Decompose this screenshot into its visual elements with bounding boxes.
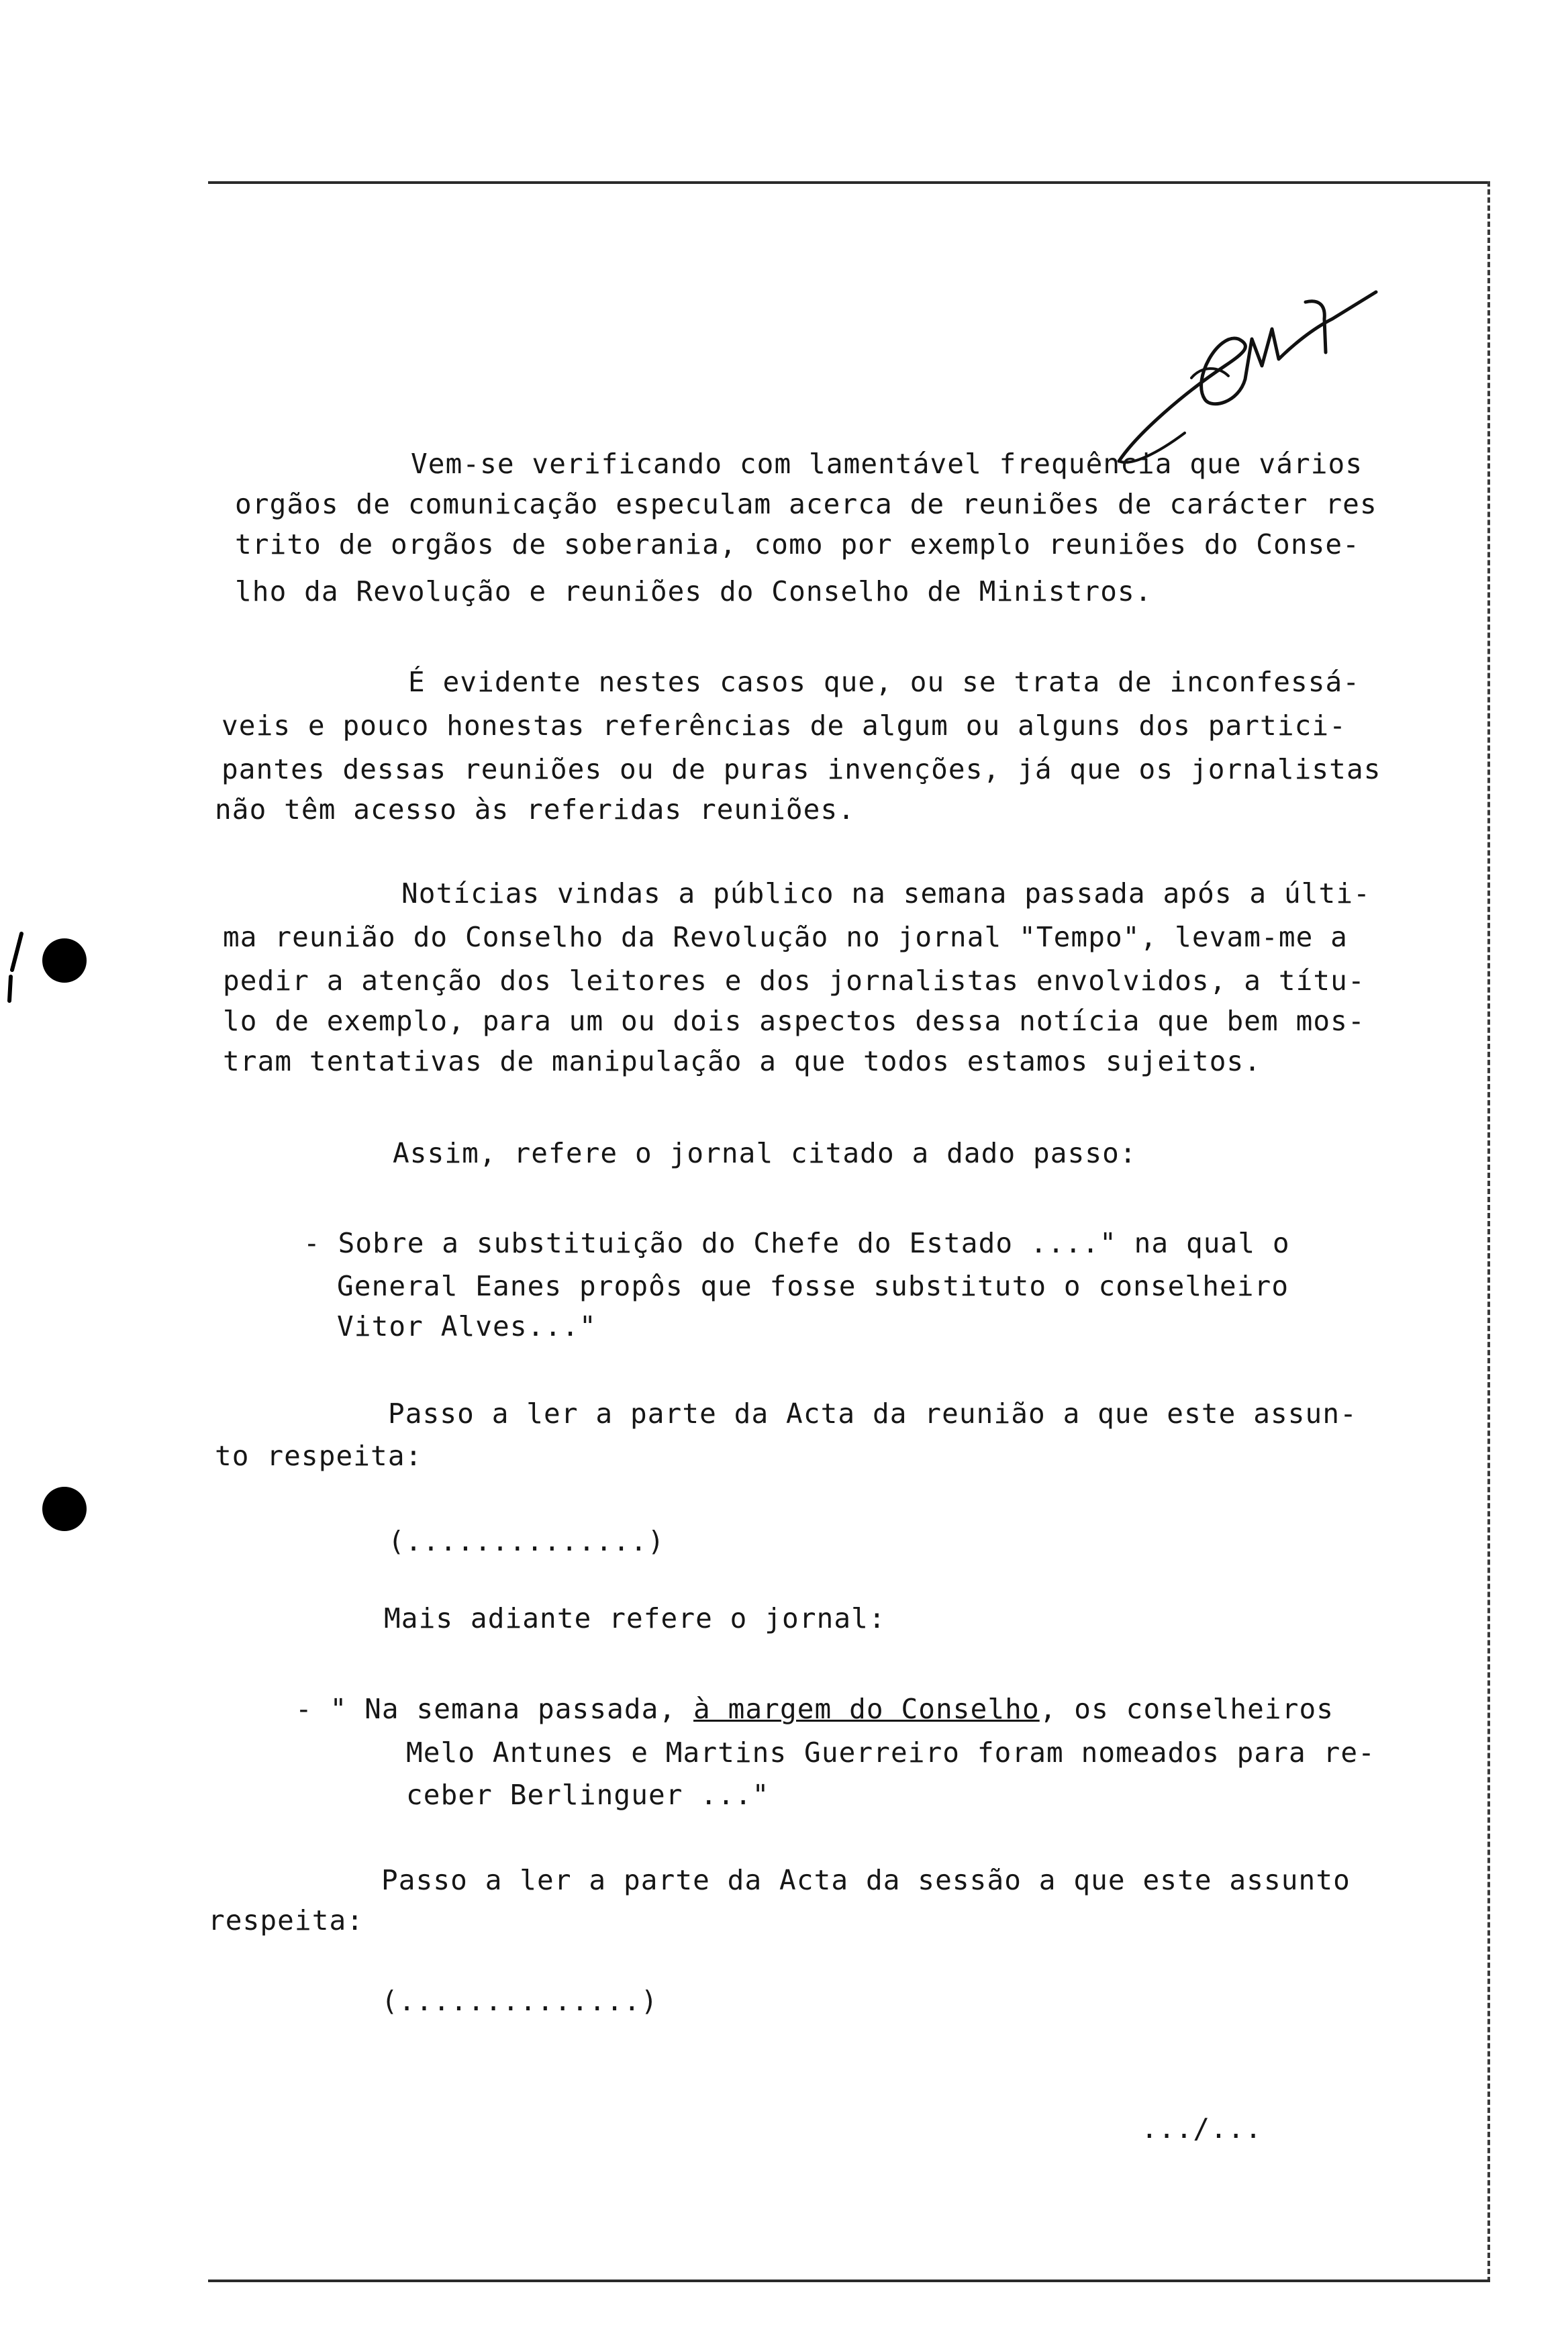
- text-line: Assim, refere o jornal citado a dado passo:: [393, 1137, 1137, 1169]
- text-line: lho da Revolução e reuniões do Conselho de Ministros.: [235, 575, 1153, 607]
- text-line: Passo a ler a parte da Acta da reunião a que este assun-: [388, 1398, 1357, 1430]
- text-line: lo de exemplo, para um ou dois aspectos dessa notícia que bem mos-: [223, 1005, 1365, 1037]
- quote-line: Vitor Alves...": [337, 1310, 597, 1342]
- text-line: orgãos de comunicação especulam acerca de reuniões de carácter res: [235, 488, 1377, 520]
- quote-line: General Eanes propôs que fosse substituto o conselheiro: [337, 1270, 1289, 1302]
- continuation-mark: .../...: [1141, 2112, 1263, 2145]
- text-line: pantes dessas reuniões ou de puras invenções, já que os jornalistas: [222, 753, 1381, 785]
- underlined-phrase: à margem do Conselho: [693, 1693, 1040, 1725]
- punch-hole-upper: [42, 938, 87, 983]
- quote-line: ceber Berlinguer ...": [406, 1779, 770, 1811]
- text-line: Mais adiante refere o jornal:: [384, 1602, 886, 1634]
- text-line: Vem-se verificando com lamentável frequência que vários: [411, 448, 1363, 480]
- frame-bottom-border: [208, 2280, 1490, 2282]
- frame-right-border: [1487, 181, 1490, 2282]
- quote-line: - Sobre a substituição do Chefe do Estado ...." na qual o: [303, 1227, 1290, 1259]
- signature: [1111, 265, 1379, 473]
- text-line: Passo a ler a parte da Acta da sessão a que este assunto: [381, 1864, 1351, 1896]
- punch-hole-lower: [42, 1487, 87, 1531]
- omitted-excerpt: (..............): [388, 1525, 665, 1557]
- text-line: to respeita:: [215, 1440, 423, 1472]
- margin-mark: [7, 930, 27, 1003]
- text-line: veis e pouco honestas referências de algum ou alguns dos partici-: [222, 709, 1346, 742]
- text-line: pedir a atenção dos leitores e dos jornalistas envolvidos, a títu-: [223, 965, 1365, 997]
- text-line: Notícias vindas a público na semana passada após a últi-: [401, 877, 1371, 910]
- text-line: não têm acesso às referidas reuniões.: [215, 793, 856, 826]
- text-line: trito de orgãos de soberania, como por exemplo reuniões do Conse-: [235, 528, 1360, 560]
- quote-line: [295, 1692, 1334, 1726]
- quote-text: , os conselheiros: [1039, 1693, 1334, 1725]
- text-line: É evidente nestes casos que, ou se trata de inconfessá-: [408, 666, 1361, 698]
- text-line: ma reunião do Conselho da Revolução no jornal "Tempo", levam-me a: [223, 921, 1348, 953]
- omitted-excerpt: (..............): [381, 1985, 658, 2017]
- text-line: tram tentativas de manipulação a que todos estamos sujeitos.: [223, 1045, 1262, 1077]
- quote-line: Melo Antunes e Martins Guerreiro foram nomeados para re-: [406, 1736, 1375, 1769]
- quote-text: - " Na semana passada,: [295, 1693, 694, 1725]
- text-line: respeita:: [208, 1904, 364, 1937]
- frame-top-border: [208, 181, 1490, 184]
